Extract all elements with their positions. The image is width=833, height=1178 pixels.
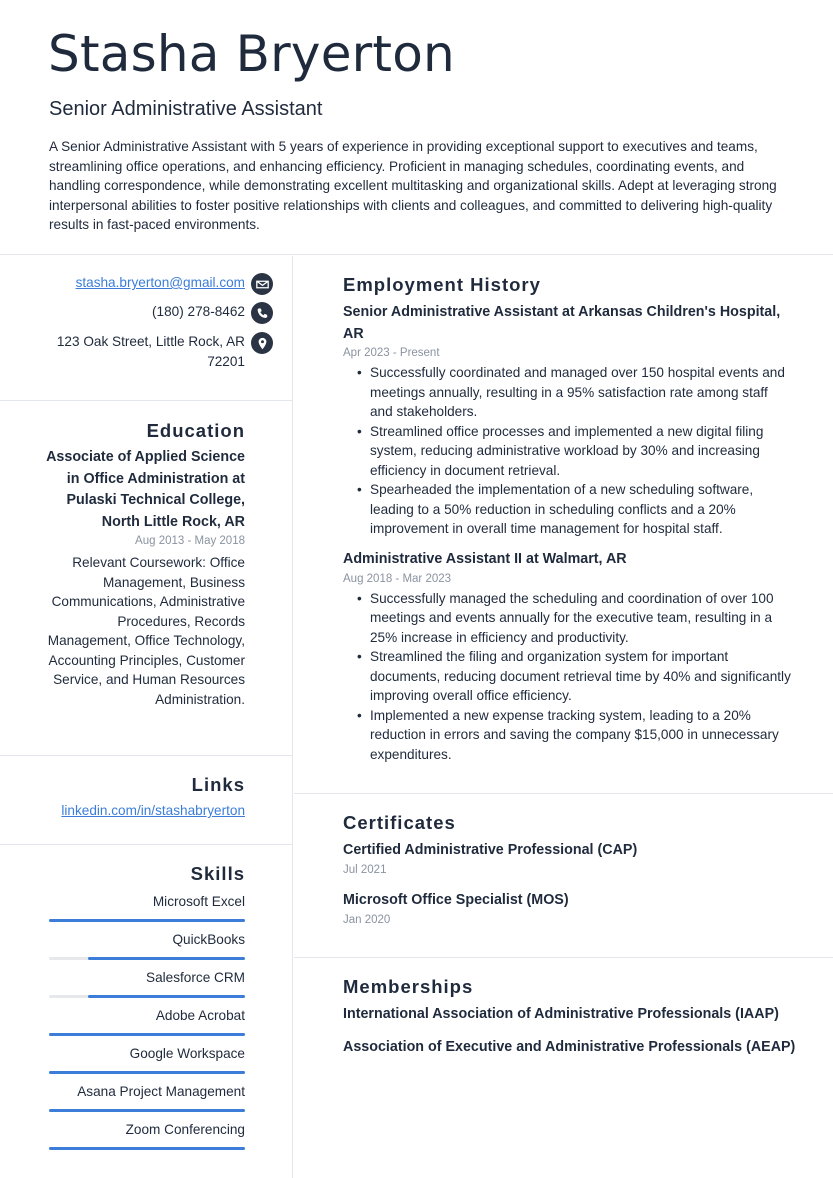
resume-header	[0, 0, 833, 255]
links-heading: Links	[191, 774, 245, 795]
contact-phone-row	[152, 302, 273, 324]
certificate-entry	[343, 890, 803, 928]
skill-level-fill	[49, 1033, 245, 1036]
job-bullet: • Streamlined office processes and implemented a new digital filing system, reducing administrative workload by 30% and increasing efficiency in document retrieval.	[357, 422, 791, 481]
email-link[interactable]: stasha.bryerton@gmail.com	[75, 275, 245, 290]
job-title: Senior Administrative Assistant at Arkansas Children's Hospital, AR	[343, 304, 781, 342]
envelope-icon	[251, 273, 273, 295]
profile-summary: A Senior Administrative Assistant with 5 years of experience in providing exceptional support to executives and teams, streamlining office operations, and enhancing efficiency. Proficient in managing schedules, coordinating events, and handling correspondence, while demonstrating excellent multitasking and organizational skills. Adept at leveraging strong interpersonal abilities to foster positive relationships with clients and colleagues, and committed to delivering high-quality results in fast-paced environments.	[49, 139, 777, 232]
job-title: Administrative Assistant II at Walmart, AR	[343, 551, 627, 567]
job-bullet: • Streamlined the filing and organization system for important documents, reducing document retrieval time by 40% and significantly improving overall office efficiency.	[357, 647, 791, 706]
skill-item	[49, 1120, 245, 1158]
skill-name: Microsoft Excel	[152, 894, 245, 909]
job-entry	[343, 302, 791, 539]
membership-item: Association of Executive and Administrative Professionals (AEAP)	[343, 1039, 796, 1055]
job-bullet: • Successfully coordinated and managed over 150 hospital events and meetings annually, resulting in a 95% satisfaction rate among staff and stakeholders.	[357, 363, 791, 422]
job-bullets	[357, 363, 791, 539]
job-date: Apr 2023 - Present	[343, 347, 440, 359]
skill-item	[49, 1082, 245, 1120]
certificates-section	[294, 794, 833, 958]
map-pin-icon	[251, 332, 273, 354]
certificate-name: Microsoft Office Specialist (MOS)	[343, 892, 569, 908]
education-description: Relevant Coursework: Office Management, Business Communications, Administrative Procedures, Records Management, Office Technology, Accounting Principles, Customer Service, and Human Resources Administration.	[47, 555, 245, 707]
certificate-entry	[343, 840, 803, 878]
certificate-date: Jul 2021	[343, 863, 387, 876]
certificate-date: Jan 2020	[343, 913, 391, 926]
education-section	[0, 401, 293, 756]
job-bullet: • Implemented a new expense tracking system, leading to a 20% reduction in errors and saving the company $15,000 in unnecessary expenditures.	[357, 706, 791, 765]
skill-level-bar	[49, 1071, 245, 1074]
skill-level-bar	[49, 1147, 245, 1150]
linkedin-link[interactable]: linkedin.com/in/stashabryerton	[61, 803, 245, 818]
skill-name: Salesforce CRM	[146, 970, 245, 985]
job-bullet: • Spearheaded the implementation of a new scheduling software, leading to a 50% reduction in scheduling conflicts and a 20% improvement in overall time management for hospital staff.	[357, 480, 791, 539]
skill-level-fill	[49, 1071, 245, 1074]
employment-section	[294, 256, 833, 794]
job-entry	[343, 549, 791, 764]
skill-level-bar	[49, 995, 245, 998]
memberships-heading: Memberships	[343, 976, 474, 997]
contact-address-row	[53, 332, 273, 371]
employment-heading: Employment History	[343, 274, 541, 295]
phone-number: (180) 278-8462	[152, 304, 245, 319]
skill-name: Asana Project Management	[77, 1084, 245, 1099]
phone-icon	[251, 302, 273, 324]
certificates-heading: Certificates	[343, 812, 456, 833]
memberships-section	[294, 958, 833, 1178]
skill-name: Zoom Conferencing	[125, 1122, 245, 1137]
membership-item: International Association of Administrative Professionals (IAAP)	[343, 1006, 779, 1022]
skill-name: Google Workspace	[129, 1046, 245, 1061]
education-date: Aug 2013 - May 2018	[135, 535, 245, 547]
candidate-name: Stasha Bryerton	[48, 25, 455, 83]
contact-section	[0, 256, 293, 401]
job-bullets	[357, 589, 791, 765]
skill-level-fill	[49, 919, 245, 922]
skill-level-fill	[88, 995, 245, 998]
skill-level-fill	[49, 1147, 245, 1150]
certificate-name: Certified Administrative Professional (CAP)	[343, 842, 638, 858]
skill-item	[49, 1044, 245, 1082]
skill-item	[49, 968, 245, 1006]
links-section	[0, 756, 293, 845]
sidebar	[0, 256, 293, 1178]
skill-level-bar	[49, 1033, 245, 1036]
skill-item	[49, 930, 245, 968]
job-title: Senior Administrative Assistant	[49, 98, 323, 120]
contact-email-row	[76, 273, 273, 295]
skill-name: QuickBooks	[172, 932, 245, 947]
skills-section	[0, 845, 293, 1178]
job-bullet: • Successfully managed the scheduling and coordination of over 100 meetings and events annually for the executive team, resulting in a 25% increase in efficiency and productivity.	[357, 589, 791, 648]
skill-level-fill	[49, 1109, 245, 1112]
skill-item	[49, 892, 245, 930]
skills-heading: Skills	[190, 863, 245, 884]
skill-level-fill	[88, 957, 245, 960]
skill-level-bar	[49, 919, 245, 922]
skill-level-bar	[49, 957, 245, 960]
address: 123 Oak Street, Little Rock, AR 72201	[56, 334, 245, 369]
skill-name: Adobe Acrobat	[155, 1008, 245, 1023]
skill-level-bar	[49, 1109, 245, 1112]
job-date: Aug 2018 - Mar 2023	[343, 572, 452, 585]
education-heading: Education	[146, 420, 245, 441]
skill-item	[49, 1006, 245, 1044]
education-degree: Associate of Applied Science in Office Administration at Pulaski Technical College, North Little Rock, AR	[46, 449, 245, 530]
